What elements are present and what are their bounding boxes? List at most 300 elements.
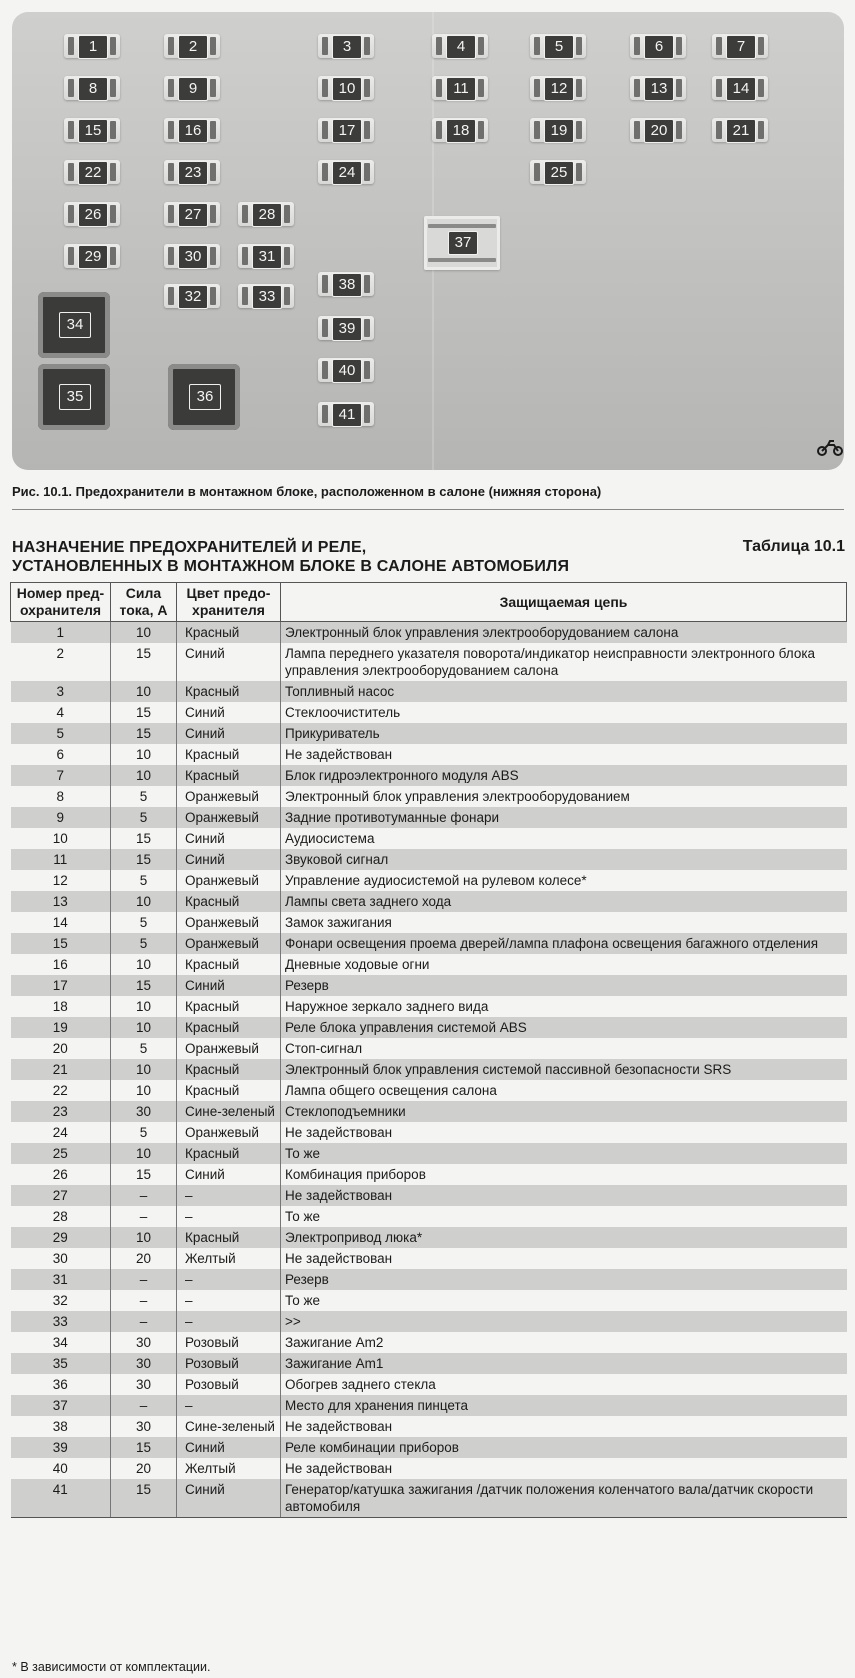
current-cell: 15 bbox=[111, 975, 177, 996]
fuse-label: 13 bbox=[644, 77, 674, 101]
table-row bbox=[11, 1059, 847, 1080]
color-cell: Синий bbox=[177, 1437, 281, 1458]
protected-circuit-cell: Электронный блок управления электрооборудованием bbox=[281, 786, 847, 807]
protected-circuit-cell: Лампа переднего указателя поворота/индикатор неисправности электронного блока управления электрооборудованием салона bbox=[281, 643, 847, 681]
color-cell: Красный bbox=[177, 1143, 281, 1164]
header-current-line-2: тока, А bbox=[119, 602, 168, 618]
current-cell: 30 bbox=[111, 1374, 177, 1395]
color-cell: – bbox=[177, 1290, 281, 1311]
color-cell: Синий bbox=[177, 849, 281, 870]
fuse-label: 21 bbox=[726, 119, 756, 143]
motorcycle-logo-icon bbox=[816, 440, 844, 456]
fuse-label: 3 bbox=[332, 35, 362, 59]
fuse-number-cell: 22 bbox=[11, 1080, 111, 1101]
color-cell: Желтый bbox=[177, 1458, 281, 1479]
fuse-1 bbox=[64, 34, 120, 58]
table-header-row bbox=[11, 583, 847, 622]
protected-circuit-cell: Зажигание Am2 bbox=[281, 1332, 847, 1353]
color-cell: Оранжевый bbox=[177, 912, 281, 933]
fuse-33 bbox=[238, 284, 294, 308]
current-cell: – bbox=[111, 1269, 177, 1290]
table-row bbox=[11, 1164, 847, 1185]
fuse-label: 24 bbox=[332, 161, 362, 185]
color-cell: Оранжевый bbox=[177, 1122, 281, 1143]
color-cell: – bbox=[177, 1269, 281, 1290]
current-cell: 10 bbox=[111, 954, 177, 975]
table-row bbox=[11, 849, 847, 870]
fuse-6 bbox=[630, 34, 686, 58]
color-cell: Красный bbox=[177, 1080, 281, 1101]
fuse-label: 18 bbox=[446, 119, 476, 143]
fuse-label: 4 bbox=[446, 35, 476, 59]
table-row bbox=[11, 1122, 847, 1143]
fuse-label: 15 bbox=[78, 119, 108, 143]
fuse-number-cell: 8 bbox=[11, 786, 111, 807]
protected-circuit-cell: Комбинация приборов bbox=[281, 1164, 847, 1185]
current-cell: 15 bbox=[111, 702, 177, 723]
fuse-label: 8 bbox=[78, 77, 108, 101]
current-cell: 10 bbox=[111, 996, 177, 1017]
fuse-number-cell: 29 bbox=[11, 1227, 111, 1248]
fuse-29 bbox=[64, 244, 120, 268]
fuse-number-cell: 9 bbox=[11, 807, 111, 828]
color-cell: Красный bbox=[177, 622, 281, 644]
protected-circuit-cell: Генератор/катушка зажигания /датчик положения коленчатого вала/датчик скорости автомобиля bbox=[281, 1479, 847, 1518]
color-cell: Красный bbox=[177, 996, 281, 1017]
fuse-number-cell: 10 bbox=[11, 828, 111, 849]
fuse-label: 34 bbox=[59, 312, 91, 338]
fuse-4 bbox=[432, 34, 488, 58]
fuse-label: 6 bbox=[644, 35, 674, 59]
current-cell: 10 bbox=[111, 1017, 177, 1038]
fuse-number-cell: 33 bbox=[11, 1311, 111, 1332]
fuse-number-cell: 38 bbox=[11, 1416, 111, 1437]
fuse-8 bbox=[64, 76, 120, 100]
table-row bbox=[11, 1395, 847, 1416]
header-color-line-2: хранителя bbox=[192, 602, 265, 618]
fuse-number-cell: 24 bbox=[11, 1122, 111, 1143]
fuse-19 bbox=[530, 118, 586, 142]
table-row bbox=[11, 1437, 847, 1458]
fuse-number-cell: 6 bbox=[11, 744, 111, 765]
fuse-number-cell: 34 bbox=[11, 1332, 111, 1353]
table-row bbox=[11, 912, 847, 933]
fuse-number-cell: 37 bbox=[11, 1395, 111, 1416]
fuse-40 bbox=[318, 358, 374, 382]
current-cell: 10 bbox=[111, 1143, 177, 1164]
table-row bbox=[11, 1458, 847, 1479]
current-cell: 10 bbox=[111, 744, 177, 765]
fuse-39 bbox=[318, 316, 374, 340]
protected-circuit-cell: Реле блока управления системой ABS bbox=[281, 1017, 847, 1038]
protected-circuit-cell: Не задействован bbox=[281, 1122, 847, 1143]
color-cell: Оранжевый bbox=[177, 933, 281, 954]
fuse-2 bbox=[164, 34, 220, 58]
fuse-26 bbox=[64, 202, 120, 226]
table-row bbox=[11, 1248, 847, 1269]
table-row bbox=[11, 954, 847, 975]
current-cell: 5 bbox=[111, 912, 177, 933]
protected-circuit-cell: Электронный блок управления системой пассивной безопасности SRS bbox=[281, 1059, 847, 1080]
header-color bbox=[177, 583, 281, 622]
protected-circuit-cell: Не задействован bbox=[281, 1185, 847, 1206]
protected-circuit-cell: Задние противотуманные фонари bbox=[281, 807, 847, 828]
fuse-label: 27 bbox=[178, 203, 208, 227]
fuse-label: 39 bbox=[332, 317, 362, 341]
color-cell: Синий bbox=[177, 723, 281, 744]
fuse-5 bbox=[530, 34, 586, 58]
table-heading bbox=[12, 538, 712, 576]
current-cell: 10 bbox=[111, 1227, 177, 1248]
color-cell: Красный bbox=[177, 765, 281, 786]
color-cell: Оранжевый bbox=[177, 786, 281, 807]
fuse-label: 7 bbox=[726, 35, 756, 59]
current-cell: 5 bbox=[111, 933, 177, 954]
fuse-34 bbox=[38, 292, 110, 358]
protected-circuit-cell: Реле комбинации приборов bbox=[281, 1437, 847, 1458]
current-cell: – bbox=[111, 1185, 177, 1206]
protected-circuit-cell: Не задействован bbox=[281, 744, 847, 765]
fuse-number-cell: 35 bbox=[11, 1353, 111, 1374]
fuse-27 bbox=[164, 202, 220, 226]
table-row bbox=[11, 744, 847, 765]
table-body bbox=[11, 622, 847, 1518]
fuse-number-cell: 5 bbox=[11, 723, 111, 744]
protected-circuit-cell: То же bbox=[281, 1206, 847, 1227]
protected-circuit-cell: Не задействован bbox=[281, 1248, 847, 1269]
table-row bbox=[11, 807, 847, 828]
header-fuse-number bbox=[11, 583, 111, 622]
fuse-30 bbox=[164, 244, 220, 268]
protected-circuit-cell: Резерв bbox=[281, 1269, 847, 1290]
fuse-41 bbox=[318, 402, 374, 426]
color-cell: Красный bbox=[177, 954, 281, 975]
figure-caption: Рис. 10.1. Предохранители в монтажном блоке, расположенном в салоне (нижняя сторона) bbox=[12, 484, 602, 499]
fuse-number-cell: 28 bbox=[11, 1206, 111, 1227]
table-heading-line-1: НАЗНАЧЕНИЕ ПРЕДОХРАНИТЕЛЕЙ И РЕЛЕ, bbox=[12, 539, 367, 556]
protected-circuit-cell: Зажигание Am1 bbox=[281, 1353, 847, 1374]
fuse-label: 22 bbox=[78, 161, 108, 185]
fuse-label: 12 bbox=[544, 77, 574, 101]
color-cell: Синий bbox=[177, 1164, 281, 1185]
table-row bbox=[11, 622, 847, 644]
protected-circuit-cell: Блок гидроэлектронного модуля ABS bbox=[281, 765, 847, 786]
fuse-number-cell: 30 bbox=[11, 1248, 111, 1269]
fuse-7 bbox=[712, 34, 768, 58]
current-cell: 20 bbox=[111, 1458, 177, 1479]
fuse-number-cell: 18 bbox=[11, 996, 111, 1017]
fuse-35 bbox=[38, 364, 110, 430]
current-cell: 5 bbox=[111, 1038, 177, 1059]
protected-circuit-cell: То же bbox=[281, 1143, 847, 1164]
current-cell: 15 bbox=[111, 1164, 177, 1185]
fuse-22 bbox=[64, 160, 120, 184]
color-cell: Синий bbox=[177, 702, 281, 723]
fuse-label: 29 bbox=[78, 245, 108, 269]
table-row bbox=[11, 1332, 847, 1353]
fuse-21 bbox=[712, 118, 768, 142]
color-cell: Желтый bbox=[177, 1248, 281, 1269]
fuse-label: 25 bbox=[544, 161, 574, 185]
table-row bbox=[11, 1080, 847, 1101]
fuse-label: 32 bbox=[178, 285, 208, 309]
color-cell: – bbox=[177, 1206, 281, 1227]
current-cell: 5 bbox=[111, 786, 177, 807]
table-row bbox=[11, 681, 847, 702]
protected-circuit-cell: Лампы света заднего хода bbox=[281, 891, 847, 912]
fuse-label: 9 bbox=[178, 77, 208, 101]
fuse-25 bbox=[530, 160, 586, 184]
protected-circuit-cell: Обогрев заднего стекла bbox=[281, 1374, 847, 1395]
table-row bbox=[11, 1206, 847, 1227]
fuse-label: 10 bbox=[332, 77, 362, 101]
fuse-11 bbox=[432, 76, 488, 100]
current-cell: 5 bbox=[111, 807, 177, 828]
header-current bbox=[111, 583, 177, 622]
fuse-number-cell: 13 bbox=[11, 891, 111, 912]
table-row bbox=[11, 786, 847, 807]
current-cell: 10 bbox=[111, 1080, 177, 1101]
fuse-number-cell: 17 bbox=[11, 975, 111, 996]
table-row bbox=[11, 1290, 847, 1311]
fuse-label: 41 bbox=[332, 403, 362, 427]
fuse-label: 23 bbox=[178, 161, 208, 185]
table-row bbox=[11, 1185, 847, 1206]
fuse-number-cell: 21 bbox=[11, 1059, 111, 1080]
fuse-label: 1 bbox=[78, 35, 108, 59]
current-cell: – bbox=[111, 1311, 177, 1332]
fuse-number-cell: 14 bbox=[11, 912, 111, 933]
fuse-label: 26 bbox=[78, 203, 108, 227]
table-row bbox=[11, 1101, 847, 1122]
current-cell: 30 bbox=[111, 1101, 177, 1122]
fuse-label: 2 bbox=[178, 35, 208, 59]
table-row bbox=[11, 891, 847, 912]
fuse-number-cell: 20 bbox=[11, 1038, 111, 1059]
color-cell: Синий bbox=[177, 975, 281, 996]
table-heading-line-2: УСТАНОВЛЕННЫХ В МОНТАЖНОМ БЛОКЕ В САЛОНЕ АВТОМОБИЛЯ bbox=[12, 558, 570, 575]
fuse-number-cell: 11 bbox=[11, 849, 111, 870]
fuse-label: 19 bbox=[544, 119, 574, 143]
current-cell: 30 bbox=[111, 1416, 177, 1437]
fuse-16 bbox=[164, 118, 220, 142]
fuse-assignment-table bbox=[10, 582, 847, 1518]
fuse-number-cell: 15 bbox=[11, 933, 111, 954]
table-number: Таблица 10.1 bbox=[742, 538, 845, 555]
current-cell: 15 bbox=[111, 1437, 177, 1458]
table-row bbox=[11, 996, 847, 1017]
fuse-number-cell: 12 bbox=[11, 870, 111, 891]
fuse-label: 30 bbox=[178, 245, 208, 269]
protected-circuit-cell: Резерв bbox=[281, 975, 847, 996]
fuse-number-cell: 3 bbox=[11, 681, 111, 702]
current-cell: 30 bbox=[111, 1353, 177, 1374]
current-cell: 15 bbox=[111, 723, 177, 744]
fuse-20 bbox=[630, 118, 686, 142]
fuse-37 bbox=[424, 216, 500, 270]
current-cell: 15 bbox=[111, 828, 177, 849]
header-current-line-1: Сила bbox=[125, 585, 162, 601]
fuse-12 bbox=[530, 76, 586, 100]
fuse-label: 31 bbox=[252, 245, 282, 269]
fuse-number-cell: 41 bbox=[11, 1479, 111, 1518]
fuse-18 bbox=[432, 118, 488, 142]
table-row bbox=[11, 1416, 847, 1437]
protected-circuit-cell: Звуковой сигнал bbox=[281, 849, 847, 870]
table-row bbox=[11, 1227, 847, 1248]
fuse-label: 5 bbox=[544, 35, 574, 59]
protected-circuit-cell: Не задействован bbox=[281, 1416, 847, 1437]
table-row bbox=[11, 765, 847, 786]
fuse-label: 11 bbox=[446, 77, 476, 101]
divider bbox=[12, 509, 844, 510]
fuse-number-cell: 31 bbox=[11, 1269, 111, 1290]
color-cell: Оранжевый bbox=[177, 807, 281, 828]
table-row bbox=[11, 1269, 847, 1290]
fuse-label: 33 bbox=[252, 285, 282, 309]
color-cell: Синий bbox=[177, 1479, 281, 1518]
current-cell: 10 bbox=[111, 622, 177, 644]
color-cell: Розовый bbox=[177, 1374, 281, 1395]
color-cell: Розовый bbox=[177, 1332, 281, 1353]
current-cell: – bbox=[111, 1290, 177, 1311]
color-cell: Красный bbox=[177, 744, 281, 765]
current-cell: 10 bbox=[111, 891, 177, 912]
protected-circuit-cell: Электропривод люка* bbox=[281, 1227, 847, 1248]
current-cell: 20 bbox=[111, 1248, 177, 1269]
color-cell: Оранжевый bbox=[177, 1038, 281, 1059]
color-cell: Оранжевый bbox=[177, 870, 281, 891]
color-cell: Сине-зеленый bbox=[177, 1416, 281, 1437]
table-row bbox=[11, 1311, 847, 1332]
fuse-17 bbox=[318, 118, 374, 142]
fuse-number-cell: 39 bbox=[11, 1437, 111, 1458]
color-cell: Красный bbox=[177, 681, 281, 702]
current-cell: 10 bbox=[111, 765, 177, 786]
header-fuse-number-line-2: охранителя bbox=[19, 602, 102, 618]
fuse-number-cell: 2 bbox=[11, 643, 111, 681]
fuse-36 bbox=[168, 364, 240, 430]
current-cell: 30 bbox=[111, 1332, 177, 1353]
color-cell: Красный bbox=[177, 1059, 281, 1080]
fuse-number-cell: 26 bbox=[11, 1164, 111, 1185]
fuse-23 bbox=[164, 160, 220, 184]
fuse-label: 20 bbox=[644, 119, 674, 143]
fuse-number-cell: 27 bbox=[11, 1185, 111, 1206]
fuse-label: 17 bbox=[332, 119, 362, 143]
fuse-label: 14 bbox=[726, 77, 756, 101]
fuse-label: 16 bbox=[178, 119, 208, 143]
current-cell: 15 bbox=[111, 849, 177, 870]
protected-circuit-cell: Электронный блок управления электрооборудованием салона bbox=[281, 622, 847, 644]
protected-circuit-cell: Фонари освещения проема дверей/лампа плафона освещения багажного отделения bbox=[281, 933, 847, 954]
fuse-block-photo bbox=[12, 12, 844, 470]
fuse-label: 38 bbox=[332, 273, 362, 297]
table-row bbox=[11, 1374, 847, 1395]
table-row bbox=[11, 870, 847, 891]
fuse-number-cell: 7 bbox=[11, 765, 111, 786]
fuse-38 bbox=[318, 272, 374, 296]
color-cell: Синий bbox=[177, 643, 281, 681]
fuse-31 bbox=[238, 244, 294, 268]
table-row bbox=[11, 1038, 847, 1059]
fuse-number-cell: 32 bbox=[11, 1290, 111, 1311]
fuse-number-cell: 16 bbox=[11, 954, 111, 975]
fuse-number-cell: 25 bbox=[11, 1143, 111, 1164]
current-cell: 5 bbox=[111, 870, 177, 891]
fuse-15 bbox=[64, 118, 120, 142]
protected-circuit-cell: Прикуриватель bbox=[281, 723, 847, 744]
current-cell: – bbox=[111, 1206, 177, 1227]
table-row bbox=[11, 1017, 847, 1038]
footnote: * В зависимости от комплектации. bbox=[12, 1660, 211, 1674]
table-row bbox=[11, 828, 847, 849]
fuse-14 bbox=[712, 76, 768, 100]
fuse-28 bbox=[238, 202, 294, 226]
table-row bbox=[11, 933, 847, 954]
protected-circuit-cell: Стоп-сигнал bbox=[281, 1038, 847, 1059]
table-row bbox=[11, 702, 847, 723]
fuse-label: 28 bbox=[252, 203, 282, 227]
color-cell: Красный bbox=[177, 1017, 281, 1038]
color-cell: – bbox=[177, 1395, 281, 1416]
protected-circuit-cell: >> bbox=[281, 1311, 847, 1332]
fuse-number-cell: 40 bbox=[11, 1458, 111, 1479]
protected-circuit-cell: Замок зажигания bbox=[281, 912, 847, 933]
color-cell: Розовый bbox=[177, 1353, 281, 1374]
fuse-number-cell: 36 bbox=[11, 1374, 111, 1395]
fuse-10 bbox=[318, 76, 374, 100]
color-cell: – bbox=[177, 1311, 281, 1332]
color-cell: Синий bbox=[177, 828, 281, 849]
color-cell: Красный bbox=[177, 891, 281, 912]
table-row bbox=[11, 643, 847, 681]
fuse-label: 35 bbox=[59, 384, 91, 410]
protected-circuit-cell: Дневные ходовые огни bbox=[281, 954, 847, 975]
protected-circuit-cell: Не задействован bbox=[281, 1458, 847, 1479]
fuse-13 bbox=[630, 76, 686, 100]
protected-circuit-cell: Стеклоочиститель bbox=[281, 702, 847, 723]
fuse-3 bbox=[318, 34, 374, 58]
color-cell: – bbox=[177, 1185, 281, 1206]
protected-circuit-cell: Аудиосистема bbox=[281, 828, 847, 849]
current-cell: – bbox=[111, 1395, 177, 1416]
protected-circuit-cell: Стеклоподъемники bbox=[281, 1101, 847, 1122]
current-cell: 10 bbox=[111, 1059, 177, 1080]
fuse-number-cell: 1 bbox=[11, 622, 111, 644]
fuse-number-cell: 19 bbox=[11, 1017, 111, 1038]
current-cell: 15 bbox=[111, 1479, 177, 1518]
table-row bbox=[11, 1479, 847, 1518]
current-cell: 15 bbox=[111, 643, 177, 681]
protected-circuit-cell: Наружное зеркало заднего вида bbox=[281, 996, 847, 1017]
fuse-number-cell: 4 bbox=[11, 702, 111, 723]
protected-circuit-cell: Управление аудиосистемой на рулевом колесе* bbox=[281, 870, 847, 891]
color-cell: Сине-зеленый bbox=[177, 1101, 281, 1122]
fuse-label: 40 bbox=[332, 359, 362, 383]
fuse-label: 36 bbox=[189, 384, 221, 410]
fuse-32 bbox=[164, 284, 220, 308]
table-row bbox=[11, 1353, 847, 1374]
protected-circuit-cell: То же bbox=[281, 1290, 847, 1311]
color-cell: Красный bbox=[177, 1227, 281, 1248]
header-fuse-number-line-1: Номер пред- bbox=[16, 585, 105, 601]
fuse-9 bbox=[164, 76, 220, 100]
table-row bbox=[11, 975, 847, 996]
header-protected-circuit: Защищаемая цепь bbox=[281, 583, 847, 622]
current-cell: 5 bbox=[111, 1122, 177, 1143]
protected-circuit-cell: Топливный насос bbox=[281, 681, 847, 702]
